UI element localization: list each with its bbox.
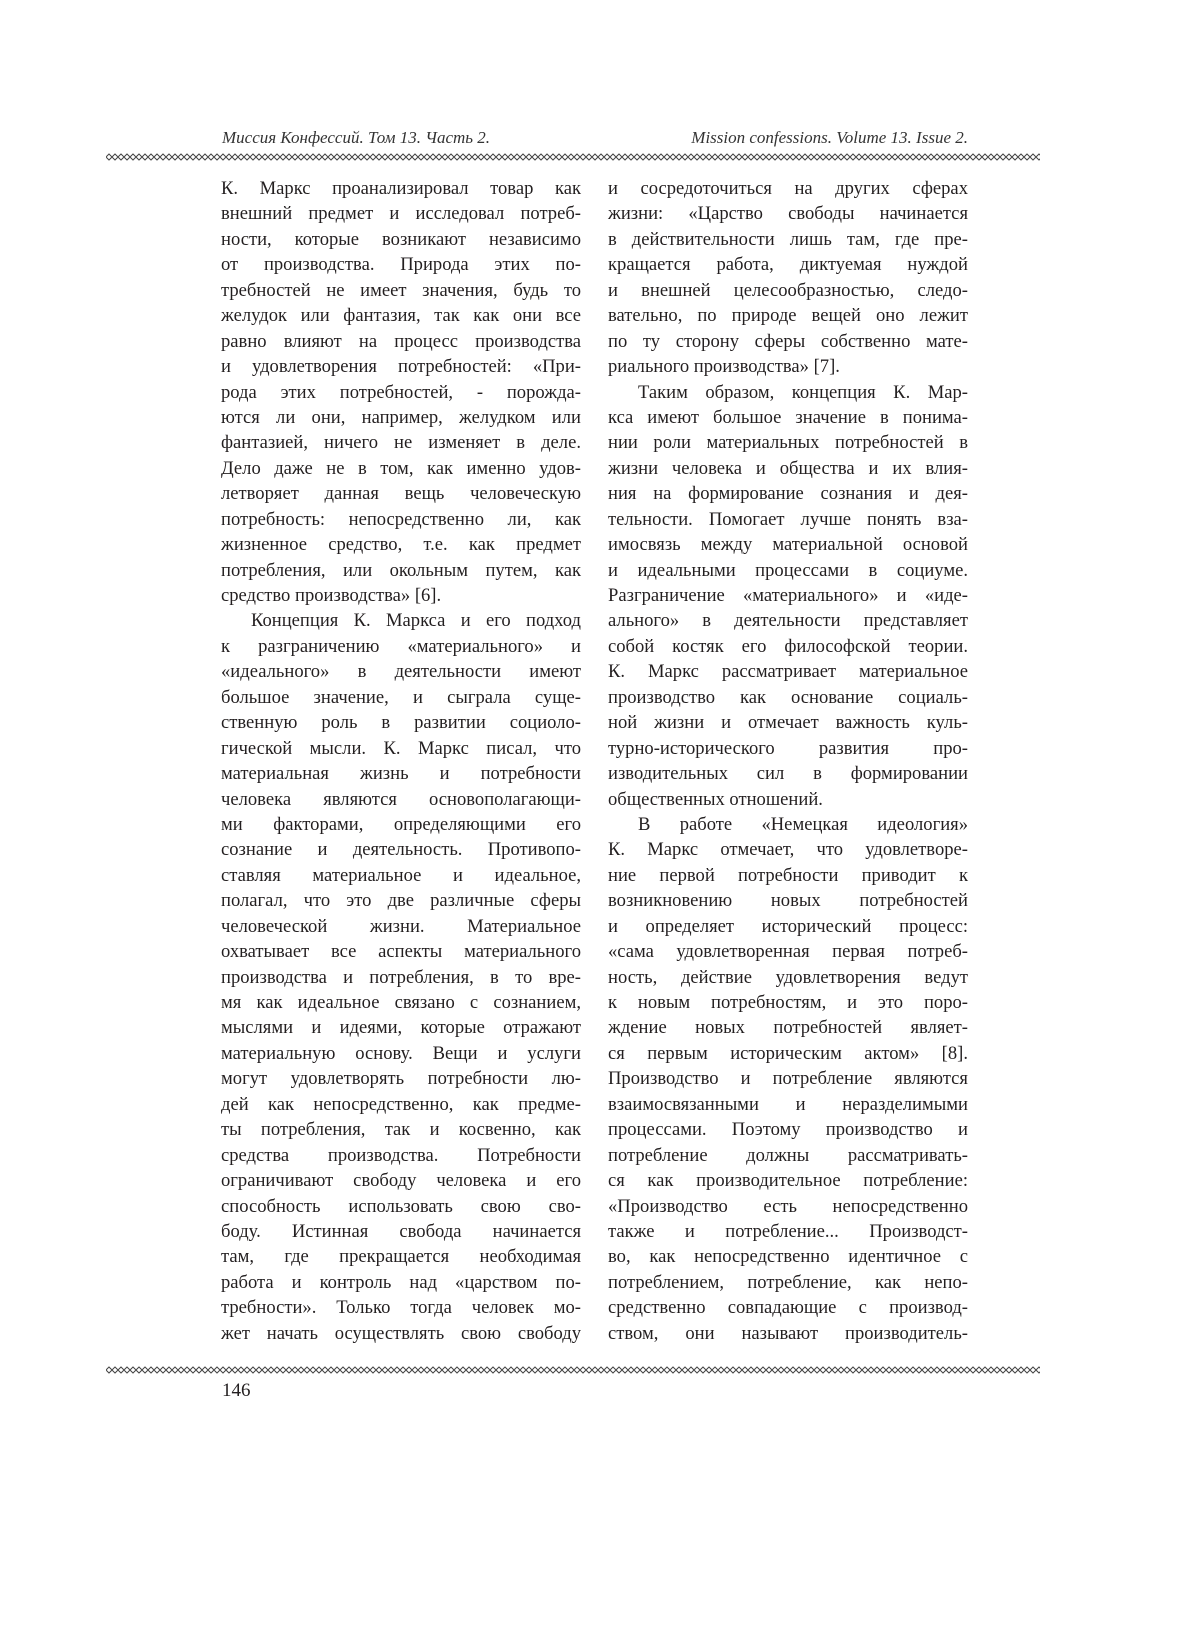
text-line: большое значение, и сыграла суще-	[221, 685, 581, 710]
text-line: человека являются основополагающи-	[221, 787, 581, 812]
paragraph	[608, 176, 968, 380]
text-line: средства производства. Потребности	[221, 1143, 581, 1168]
text-line: ограничивают свободу человека и его	[221, 1168, 581, 1193]
text-line: кса имеют большое значение в понима-	[608, 405, 968, 430]
text-line: ся как производительное потребление:	[608, 1168, 968, 1193]
text-line: Концепция К. Маркса и его подход	[221, 608, 581, 633]
text-line: «сама удовлетворенная первая потреб-	[608, 939, 968, 964]
text-line: «идеального» в деятельности имеют	[221, 659, 581, 684]
text-line: ственную роль в развитии социоло-	[221, 710, 581, 735]
text-line: во, как непосредственно идентичное с	[608, 1244, 968, 1269]
text-line: работа и контроль над «царством по-	[221, 1270, 581, 1295]
text-line: потребление должны рассматривать-	[608, 1143, 968, 1168]
running-header-journal-title-ru: Миссия Конфессий. Том 13. Часть 2.	[222, 128, 490, 148]
text-line: ности, которые возникают независимо	[221, 227, 581, 252]
text-line: Производство и потребление являются	[608, 1066, 968, 1091]
text-line: возникновению новых потребностей	[608, 888, 968, 913]
text-line: сознание и деятельность. Противопо-	[221, 837, 581, 862]
text-line: Дело даже не в том, как именно удов-	[221, 456, 581, 481]
paragraph	[608, 380, 968, 812]
text-line: имосвязь между материальной основой	[608, 532, 968, 557]
text-line: равно влияют на процесс производства	[221, 329, 581, 354]
text-line: охватывает все аспекты материального	[221, 939, 581, 964]
text-line: также и потребление... Производст-	[608, 1219, 968, 1244]
text-line: К. Маркс отмечает, что удовлетворе-	[608, 837, 968, 862]
page-number: 146	[222, 1380, 251, 1402]
text-line: способность использовать свою сво-	[221, 1194, 581, 1219]
text-line: ми факторами, определяющими его	[221, 812, 581, 837]
text-line: могут удовлетворять потребности лю-	[221, 1066, 581, 1091]
text-line: рода этих потребностей, - порожда-	[221, 380, 581, 405]
text-line: средство производства» [6].	[221, 583, 581, 608]
text-line: ния на формирование сознания и дея-	[608, 481, 968, 506]
text-line: жет начать осуществлять свою свободу	[221, 1321, 581, 1346]
text-line: Разграничение «материального» и «иде-	[608, 583, 968, 608]
text-line: мыслями и идеями, которые отражают	[221, 1015, 581, 1040]
text-line: изводительных сил в формировании	[608, 761, 968, 786]
text-line: общественных отношений.	[608, 787, 968, 812]
text-line: требности». Только тогда человек мо-	[221, 1295, 581, 1320]
text-line: ность, действие удовлетворения ведут	[608, 965, 968, 990]
paragraph	[608, 812, 968, 1346]
text-line: ством, они называют производитель-	[608, 1321, 968, 1346]
text-line: фантазией, ничего не изменяет в деле.	[221, 430, 581, 455]
text-line: ального» в деятельности представляет	[608, 608, 968, 633]
text-line: и удовлетворения потребностей: «При-	[221, 354, 581, 379]
text-line: и сосредоточиться на других сферах	[608, 176, 968, 201]
text-line: к новым потребностям, и это поро-	[608, 990, 968, 1015]
text-line: гической мысли. К. Маркс писал, что	[221, 736, 581, 761]
text-line: процессами. Поэтому производство и	[608, 1117, 968, 1142]
text-line: жизни: «Царство свободы начинается	[608, 201, 968, 226]
text-line: собой костяк его философской теории.	[608, 634, 968, 659]
text-line: риального производства» [7].	[608, 354, 968, 379]
text-line: В работе «Немецкая идеология»	[608, 812, 968, 837]
text-line: производства и потребления, в то вре-	[221, 965, 581, 990]
text-line: боду. Истинная свобода начинается	[221, 1219, 581, 1244]
text-line: ние первой потребности приводит к	[608, 863, 968, 888]
text-line: дей как непосредственно, как предме-	[221, 1092, 581, 1117]
text-column-left	[221, 176, 581, 1346]
text-line: нии роли материальных потребностей в	[608, 430, 968, 455]
text-line: Таким образом, концепция К. Мар-	[608, 380, 968, 405]
text-line: взаимосвязанными и неразделимыми	[608, 1092, 968, 1117]
text-line: материальную основу. Вещи и услуги	[221, 1041, 581, 1066]
paragraph	[221, 608, 581, 1346]
text-line: требностей не имеет значения, будь то	[221, 278, 581, 303]
text-line: потребность: непосредственно ли, как	[221, 507, 581, 532]
text-line: турно-исторического развития про-	[608, 736, 968, 761]
text-column-right	[608, 176, 968, 1346]
ornamental-divider-top	[106, 153, 1040, 161]
text-line: К. Маркс рассматривает материальное	[608, 659, 968, 684]
text-line: потребления, или окольным путем, как	[221, 558, 581, 583]
ornamental-divider-bottom	[106, 1366, 1040, 1374]
running-header-journal-title-en: Mission confessions. Volume 13. Issue 2.	[691, 128, 968, 148]
text-line: ждение новых потребностей являет-	[608, 1015, 968, 1040]
text-line: внешний предмет и исследовал потреб-	[221, 201, 581, 226]
text-line: человеческой жизни. Материальное	[221, 914, 581, 939]
text-line: производство как основание социаль-	[608, 685, 968, 710]
text-line: тельности. Помогает лучше понять вза-	[608, 507, 968, 532]
text-line: мя как идеальное связано с сознанием,	[221, 990, 581, 1015]
text-line: потреблением, потребление, как непо-	[608, 1270, 968, 1295]
text-line: там, где прекращается необходимая	[221, 1244, 581, 1269]
text-line: кращается работа, диктуемая нуждой	[608, 252, 968, 277]
paragraph	[221, 176, 581, 608]
text-line: ставляя материальное и идеальное,	[221, 863, 581, 888]
text-line: от производства. Природа этих по-	[221, 252, 581, 277]
text-line: «Производство есть непосредственно	[608, 1194, 968, 1219]
text-line: жизни человека и общества и их влия-	[608, 456, 968, 481]
text-line: полагал, что это две различные сферы	[221, 888, 581, 913]
text-line: к разграничению «материального» и	[221, 634, 581, 659]
text-line: в действительности лишь там, где пре-	[608, 227, 968, 252]
text-line: ной жизни и отмечает важность куль-	[608, 710, 968, 735]
text-line: и внешней целесообразностью, следо-	[608, 278, 968, 303]
text-line: желудок или фантазия, так как они все	[221, 303, 581, 328]
text-line: К. Маркс проанализировал товар как	[221, 176, 581, 201]
text-line: материальная жизнь и потребности	[221, 761, 581, 786]
text-line: и определяет исторический процесс:	[608, 914, 968, 939]
text-line: вательно, по природе вещей оно лежит	[608, 303, 968, 328]
text-line: ются ли они, например, желудком или	[221, 405, 581, 430]
text-line: и идеальными процессами в социуме.	[608, 558, 968, 583]
text-line: средственно совпадающие с производ-	[608, 1295, 968, 1320]
text-line: летворяет данная вещь человеческую	[221, 481, 581, 506]
text-line: ся первым историческим актом» [8].	[608, 1041, 968, 1066]
text-line: жизненное средство, т.е. как предмет	[221, 532, 581, 557]
text-line: по ту сторону сферы собственно мате-	[608, 329, 968, 354]
text-line: ты потребления, так и косвенно, как	[221, 1117, 581, 1142]
